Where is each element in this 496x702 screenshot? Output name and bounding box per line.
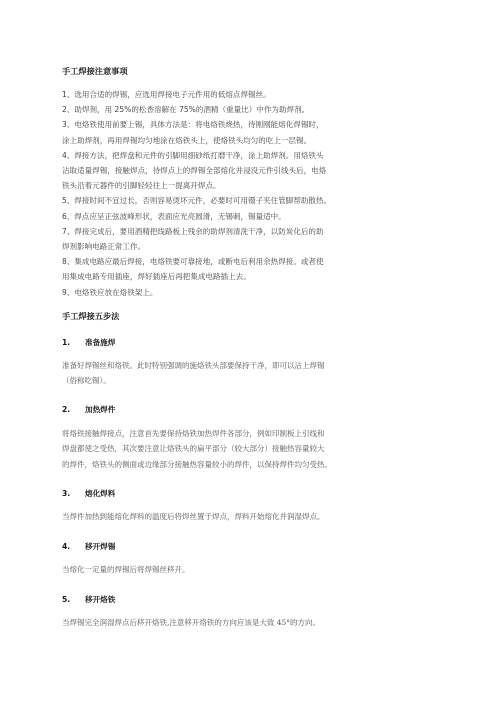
step-body-5 [62, 615, 440, 630]
step-body-2 [62, 426, 440, 472]
step-heading-4 [62, 541, 115, 552]
step-heading-3 [62, 488, 115, 499]
step-title: 准备施焊 [85, 338, 116, 347]
precaution-line: 8、集成电路应最后焊接，电烙铁要可靠接地，或断电后利用余热焊接。或者使 [62, 257, 324, 267]
step-line: 当焊锡完全润湿焊点后移开烙铁,注意移开烙铁的方向应该是大致 45°的方向。 [62, 618, 321, 627]
precaution-line: 焊剂影响电路正常工作。 [62, 242, 146, 252]
step-number: 2. [62, 405, 71, 414]
step-line: 准备好焊锡丝和烙铁。此时特别强调的施烙铁头部要保持干净，即可以沾上焊锡 [62, 361, 325, 370]
precautions-list [62, 87, 440, 300]
step-heading-5 [62, 594, 115, 605]
precaution-line: 5、焊接时间不宜过长，否则容易烫坏元件，必要时可用镊子夹住管脚帮助散热。 [62, 196, 332, 206]
step-line: （俗称吃锡）。 [62, 376, 111, 386]
precaution-line: 沾取适量焊锡，接触焊点，待焊点上的焊锡全部熔化并浸没元件引线头后，电烙 [62, 166, 327, 176]
step-number: 1. [62, 338, 71, 347]
step-number: 4. [62, 542, 71, 551]
precaution-line: 1、选用合适的焊锡，应选用焊接电子元件用的低熔点焊锡丝。 [62, 90, 271, 99]
precaution-line: 用集成电路专用插座，焊好插座后再把集成电路插上去。 [62, 272, 251, 282]
precaution-line: 4、焊接方法，把焊盘和元件的引脚用细砂纸打磨干净，涂上助焊剂。用烙铁头 [62, 150, 324, 160]
step-body-4 [62, 562, 440, 577]
step-title: 移开烙铁 [85, 595, 116, 604]
precaution-line: 9、电烙铁应放在烙铁架上。 [62, 287, 158, 297]
step-line: 当熔化一定量的焊锡后将焊锡丝移开。 [62, 565, 190, 574]
section-title-five-steps: 手工焊接五步法 [62, 311, 120, 321]
section-title-precautions: 手工焊接注意事项 [62, 66, 128, 76]
precaution-line: 铁头沿着元器件的引脚轻轻往上一提离开焊点。 [62, 181, 221, 191]
precaution-line: 涂上助焊剂，再用焊锡均匀地涂在烙铁头上，使烙铁头均匀的吃上一层锡。 [62, 135, 312, 145]
precaution-line: 6、焊点应呈正弦波峰形状，表面应光亮圆滑，无锡刺，锡量适中。 [62, 211, 286, 221]
step-body-1 [62, 358, 440, 389]
step-line: 将烙铁接触焊接点，注意首先要保持烙铁加热焊件各部分，例如印制板上引线和 [62, 429, 325, 438]
precaution-line: 3、电烙铁使用前要上锡，具体方法是：将电烙铁烧热，待刚刚能熔化焊锡时， [62, 120, 324, 130]
step-title: 熔化焊料 [85, 489, 116, 498]
step-title: 移开焊锡 [85, 542, 116, 551]
step-title: 加热焊件 [85, 405, 116, 414]
precaution-line: 2、助焊剂，用 25%的松香溶解在 75%的酒精（重量比）中作为助焊剂。 [62, 105, 310, 115]
step-body-3 [62, 509, 440, 524]
step-number: 3. [62, 489, 71, 498]
step-heading-1 [62, 337, 115, 348]
step-line: 当焊件加热到能熔化焊料的温度后将焊丝置于焊点，焊料开始熔化并润湿焊点。 [62, 512, 325, 521]
step-number: 5. [62, 595, 71, 604]
step-line: 焊盘都使之受热，其次要注意让烙铁头的扁平部分（较大部分）接触热容量较大 [62, 444, 325, 454]
step-heading-2 [62, 404, 115, 415]
precaution-line: 7、焊接完成后，要用酒精把线路板上残余的助焊剂清洗干净，以防炭化后的助 [62, 226, 324, 236]
step-line: 的焊件，烙铁头的侧面或边缘部分接触热容量较小的焊件，以保持焊件均匀受热。 [62, 459, 332, 469]
